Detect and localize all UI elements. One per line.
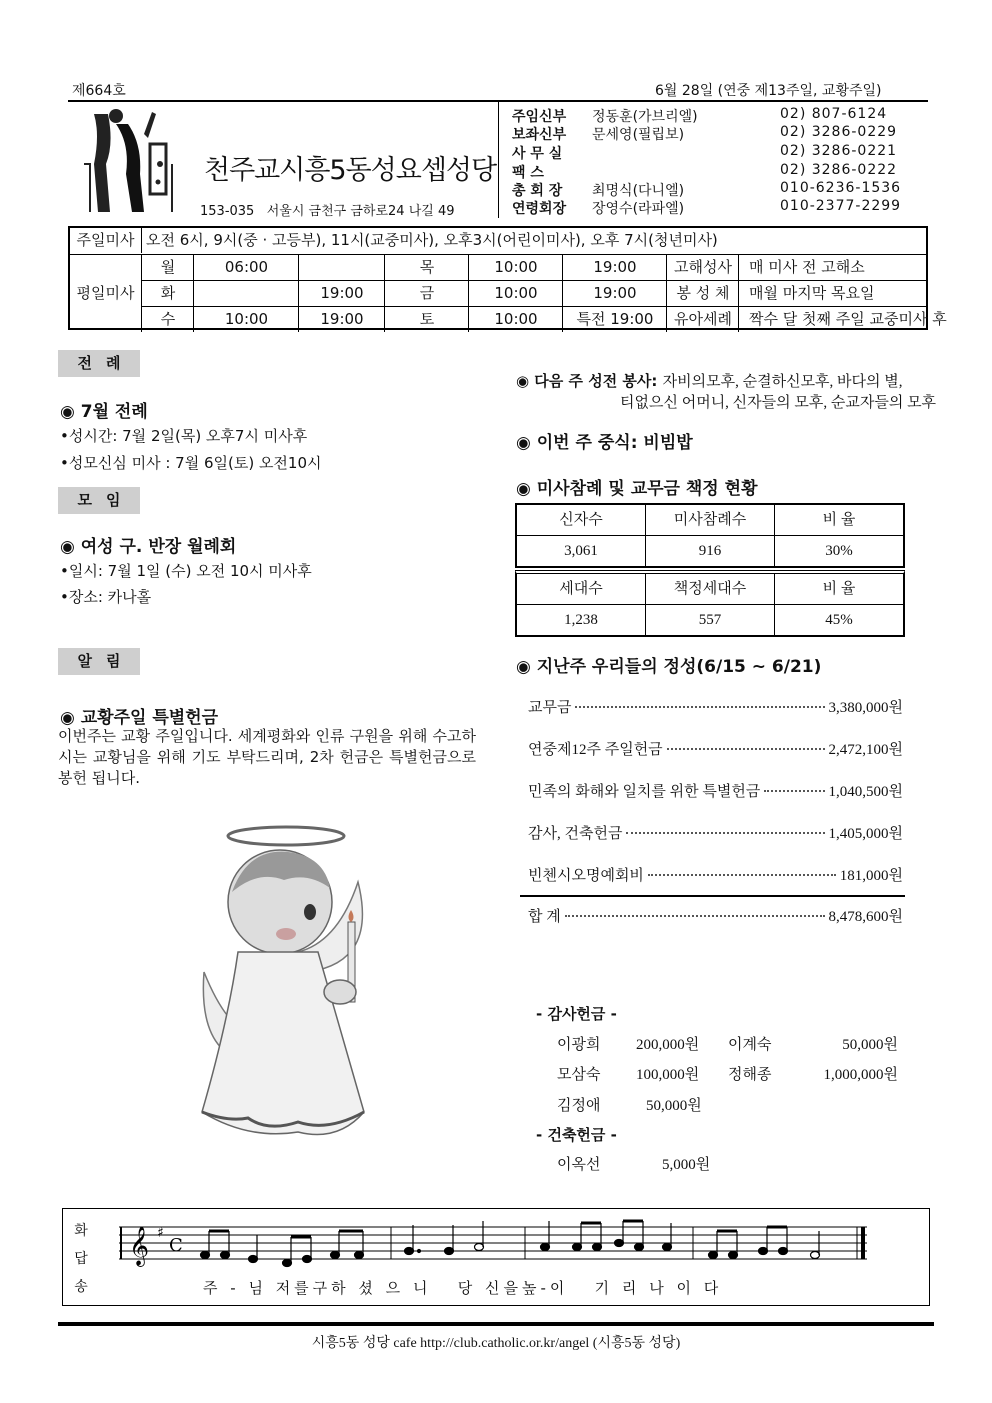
section-tag-notice: 알림 — [58, 648, 140, 675]
donor-amount: 200,000원 — [636, 1037, 700, 1053]
table-cell: 3,061 — [564, 543, 598, 559]
table-header-row — [517, 505, 903, 535]
angel-illustration — [188, 822, 384, 1148]
donor-name: 이계숙 — [728, 1037, 772, 1053]
donor-amount: 1,000,000원 — [823, 1067, 898, 1083]
table-header-row — [517, 574, 903, 604]
clergy-role: 보좌신부 — [512, 127, 567, 143]
clergy-name: 정동훈(가브리엘) — [592, 109, 698, 125]
time-cell: 10:00 — [468, 281, 563, 306]
sunday-mass-times: 오전 6시, 9시(중 · 고등부), 11시(교중미사), 오후3시(어린이미사), 오후 7시(청년미사) — [146, 231, 718, 249]
next-week-service-label: ◉ 다음 주 성전 봉사: — [516, 372, 658, 390]
weekday-row — [141, 280, 926, 306]
building-offering-title: - 건축헌금 - — [536, 1126, 617, 1144]
offering-row — [528, 780, 903, 802]
table-cell: 30% — [774, 536, 903, 566]
donor-name: 김정애 — [557, 1098, 601, 1114]
offering-heading: ◉ 지난주 우리들의 정성(6/15 ~ 6/21) — [516, 657, 822, 677]
next-week-service-groups-cont: 티없으신 어머니, 신자들의 모후, 순교자들의 모후 — [620, 395, 937, 411]
day-cell: 화 — [141, 281, 194, 306]
offering-amount: 181,000원 — [839, 868, 903, 884]
info-line: •성모신심 미사 : 7월 6일(토) 오전10시 — [60, 454, 322, 472]
notice-paragraph: 이번주는 교황 주일입니다. 세계평화와 인류 구원을 위해 수고하시는 교황님을 위해 기도 부탁드리며, 2차 헌금은 특별헌금으로 봉헌 됩니다. — [58, 727, 476, 787]
clergy-phone: 010-6236-1536 — [780, 180, 902, 196]
footer-cafe-link[interactable]: 시흥5동 성당 cafe http://club.catholic.or.kr/angel (시흥5동 성당) — [311, 1336, 681, 1351]
music-staff — [119, 1217, 867, 1273]
sunday-mass-label: 주일미사 — [76, 231, 135, 249]
attendance-table — [515, 503, 905, 568]
day-cell: 월 — [141, 255, 194, 280]
day-cell: 수 — [141, 307, 194, 332]
service-label: 봉 성 체 — [666, 281, 739, 306]
thanks-offering-title: - 감사헌금 - — [536, 1005, 617, 1023]
offering-label: 빈첸시오명예회비 — [528, 868, 644, 884]
clergy-role: 연령회장 — [512, 201, 567, 217]
psalm-label — [71, 1217, 91, 1301]
section-tag-liturgy: 전례 — [58, 350, 140, 377]
info-line: •장소: 카나홀 — [60, 588, 152, 606]
donor-amount: 50,000원 — [646, 1098, 702, 1114]
time-cell: 19:00 — [298, 307, 385, 332]
time-cell — [298, 255, 385, 280]
street-address: 서울시 금천구 금하로24 나길 49 — [266, 204, 455, 219]
donor-name: 정해종 — [728, 1067, 772, 1083]
offering-row — [528, 822, 903, 844]
header-vertical-divider — [498, 102, 499, 218]
table-cell: 45% — [774, 605, 903, 635]
offering-amount: 2,472,100원 — [828, 742, 903, 758]
psalm-label-char: 화 — [74, 1223, 88, 1239]
section-heading: ◉ 여성 구. 반장 월례회 — [60, 537, 237, 557]
weekday-row — [141, 254, 926, 280]
leader-dots — [575, 706, 824, 708]
clergy-name: 최명식(다니엘) — [592, 183, 685, 199]
household-table — [515, 570, 905, 637]
offering-row — [528, 738, 903, 760]
time-cell: 10:00 — [193, 307, 299, 332]
church-name: 천주교시흥5동성요셉성당 — [204, 155, 497, 186]
time-cell — [193, 281, 299, 306]
leader-dots — [667, 748, 825, 750]
offering-label: 민족의 화해와 일치를 위한 특별헌금 — [528, 784, 761, 800]
clergy-phone: 02) 807-6124 — [780, 106, 888, 122]
table-header: 신자수 — [559, 512, 603, 528]
holy-family-logo — [80, 104, 180, 216]
leader-dots — [626, 832, 824, 834]
clergy-phone: 02) 3286-0221 — [780, 143, 898, 159]
table-cell: 916 — [645, 536, 774, 566]
clergy-role: 총 회 장 — [512, 183, 563, 199]
table-cell: 557 — [645, 605, 774, 635]
clergy-role: 주임신부 — [512, 109, 567, 125]
offering-row — [528, 864, 903, 886]
service-value: 짝수 달 첫째 주일 교중미사 후 — [738, 307, 939, 332]
clergy-name: 장영수(라파엘) — [592, 201, 685, 217]
table-header: 비 율 — [774, 505, 903, 535]
time-cell: 10:00 — [468, 307, 563, 332]
table-row — [517, 535, 903, 566]
footer-divider — [58, 1322, 934, 1326]
offering-total-row — [528, 905, 903, 927]
section-tag-meeting: 모임 — [58, 487, 140, 514]
postcode: 153-035 — [200, 204, 255, 219]
cell-divider — [141, 228, 142, 253]
leader-dots — [565, 915, 825, 917]
time-cell: 10:00 — [468, 255, 563, 280]
service-label: 유아세례 — [666, 307, 739, 332]
day-cell: 토 — [384, 307, 469, 332]
offering-amount: 3,380,000원 — [828, 700, 903, 716]
psalm-label-char: 답 — [74, 1251, 88, 1267]
donor-name: 이광희 — [557, 1037, 601, 1053]
clergy-name: 문세영(필립보) — [592, 127, 685, 143]
time-cell: 19:00 — [298, 281, 385, 306]
donor-amount: 5,000원 — [662, 1157, 711, 1173]
table-header: 책정세대수 — [645, 574, 774, 604]
table-header: 세대수 — [559, 581, 603, 597]
offering-amount: 1,405,000원 — [828, 826, 903, 842]
next-week-service-groups: 자비의모후, 순결하신모후, 바다의 별, — [662, 374, 903, 390]
psalm-lyrics: 주 - 님 저를구하 셨 으 니 당 신을높-이 기 리 나 이 다 — [203, 1279, 723, 1297]
time-cell: 특전 19:00 — [562, 307, 667, 332]
stats-heading: ◉ 미사참례 및 교무금 책정 현황 — [516, 479, 758, 499]
donor-amount: 100,000원 — [636, 1067, 700, 1083]
next-week-service — [516, 370, 903, 391]
weekday-mass-label: 평일미사 — [70, 254, 141, 331]
offering-label: 교무금 — [528, 700, 572, 716]
weekday-row — [141, 306, 947, 332]
donor-name: 모삼숙 — [557, 1067, 601, 1083]
clergy-phone: 02) 3286-0229 — [780, 124, 898, 140]
time-cell: 19:00 — [562, 255, 667, 280]
mass-schedule-table — [68, 226, 947, 330]
offering-label: 감사, 건축헌금 — [528, 826, 623, 842]
offering-amount: 1,040,500원 — [828, 784, 903, 800]
issue-date: 6월 28일 (연중 제13주일, 교황주일) — [655, 83, 882, 99]
clergy-phone: 02) 3286-0222 — [780, 162, 898, 178]
svg-text:C: C — [169, 1235, 183, 1256]
day-cell: 금 — [384, 281, 469, 306]
sunday-mass-row — [70, 228, 926, 253]
issue-number: 제664호 — [72, 83, 126, 99]
offering-label: 연중제12주 주일헌금 — [528, 742, 663, 758]
service-value: 매월 마지막 목요일 — [738, 281, 939, 306]
table-header: 비 율 — [774, 574, 903, 604]
treble-clef: 𝄞 — [129, 1226, 150, 1266]
leader-dots — [764, 790, 824, 792]
clergy-role: 사 무 실 — [512, 146, 563, 162]
time-cell: 19:00 — [562, 281, 667, 306]
clergy-phone: 010-2377-2299 — [780, 198, 902, 214]
psalm-label-char: 송 — [74, 1279, 88, 1295]
info-line: •성시간: 7월 2일(목) 오후7시 미사후 — [60, 427, 308, 445]
lunch-menu: ◉ 이번 주 중식: 비빔밥 — [516, 433, 693, 453]
info-line: •일시: 7월 1일 (수) 오전 10시 미사후 — [60, 562, 312, 580]
responsorial-psalm-box — [62, 1208, 930, 1306]
total-amount: 8,478,600원 — [828, 909, 903, 925]
church-address — [200, 200, 455, 219]
leader-dots — [648, 874, 836, 876]
table-row — [517, 604, 903, 635]
table-cell: 1,238 — [564, 612, 598, 628]
section-heading: ◉ 7월 전례 — [60, 402, 148, 422]
clergy-role: 팩 스 — [512, 165, 544, 181]
donor-name: 이옥선 — [557, 1157, 601, 1173]
service-label: 고해성사 — [666, 255, 739, 280]
day-cell: 목 — [384, 255, 469, 280]
donor-amount: 50,000원 — [842, 1037, 898, 1053]
offering-row — [528, 696, 903, 718]
total-divider — [520, 895, 905, 897]
service-value: 매 미사 전 고해소 — [738, 255, 939, 280]
time-cell: 06:00 — [193, 255, 299, 280]
section-heading: ◉ 교황주일 특별헌금 — [60, 708, 219, 728]
svg-text:♯: ♯ — [157, 1225, 164, 1241]
table-header: 미사참례수 — [645, 505, 774, 535]
total-label: 합 계 — [528, 909, 561, 925]
